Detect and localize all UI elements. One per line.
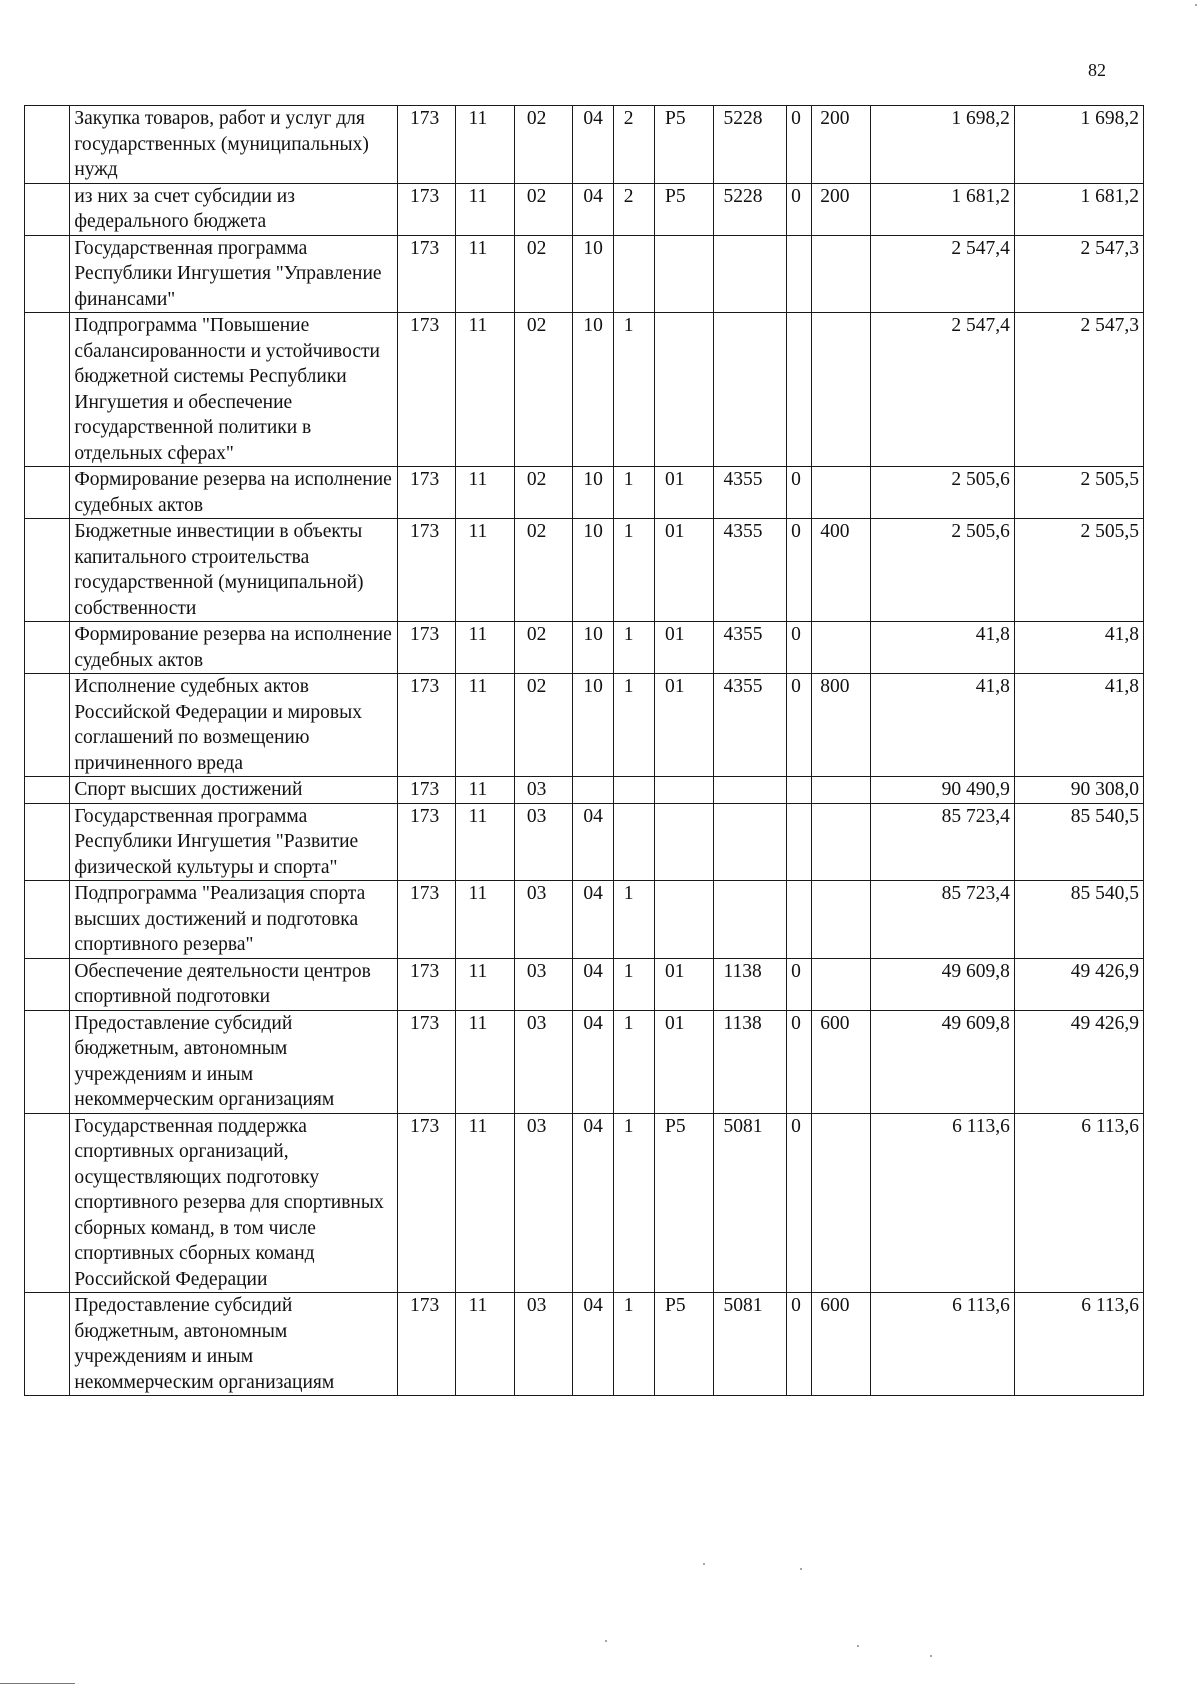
table-row [25,1293,1144,1396]
subprogram-code-cell: 1 [613,622,654,674]
subsection-code-cell: 03 [514,958,572,1010]
section-code-cell: 11 [456,313,514,467]
direction-code-cell: 4355 [713,519,787,622]
ministry-code-cell: 173 [397,519,455,622]
row-number-cell [25,106,70,184]
executed-amount-cell: 41,8 [1014,674,1143,777]
item-name-cell: из них за счет субсидии из федерального бюджета [70,183,398,235]
direction-code-cell: 1138 [713,1010,787,1113]
ministry-code-cell: 173 [397,106,455,184]
direction-code-cell: 1138 [713,958,787,1010]
executed-amount-cell: 90 308,0 [1014,777,1143,804]
section-code-cell: 11 [456,881,514,959]
planned-amount-cell: 1 681,2 [870,183,1014,235]
section-code-cell: 11 [456,106,514,184]
item-name-cell: Государственная программа Республики Ингушетия "Развитие физической культуры и спорта" [70,803,398,881]
section-code-cell: 11 [456,1113,514,1293]
planned-amount-cell: 49 609,8 [870,958,1014,1010]
program-code-cell: 04 [573,803,613,881]
row-number-cell [25,777,70,804]
item-name-cell: Предоставление субсидий бюджетным, автономным учреждениям и иным некоммерческим организациям [70,1010,398,1113]
sub-direction-code-cell [787,313,812,467]
section-code-cell: 11 [456,958,514,1010]
subprogram-code-cell: 1 [613,1113,654,1293]
program-code-cell: 04 [573,958,613,1010]
program-code-cell: 10 [573,519,613,622]
row-number-cell [25,183,70,235]
subsection-code-cell: 02 [514,674,572,777]
row-number-cell [25,1113,70,1293]
ministry-code-cell: 173 [397,881,455,959]
table-row [25,467,1144,519]
direction-code-cell: 4355 [713,467,787,519]
item-name-cell: Государственная поддержка спортивных организаций, осуществляющих подготовку спортивного резерва для спортивных сборных команд, в том числе спортивных сборных команд Российской Федерации [70,1113,398,1293]
expense-type-cell [812,313,870,467]
item-name-cell: Исполнение судебных актов Российской Федерации и мировых соглашений по возмещению причиненного вреда [70,674,398,777]
subsection-code-cell: 03 [514,1010,572,1113]
expense-type-cell [812,881,870,959]
item-name-cell: Подпрограмма "Реализация спорта высших достижений и подготовка спортивного резерва" [70,881,398,959]
executed-amount-cell: 2 547,3 [1014,313,1143,467]
subsection-code-cell: 02 [514,519,572,622]
subprogram-code-cell: 1 [613,313,654,467]
direction-code-cell: 5081 [713,1113,787,1293]
expense-type-cell [812,803,870,881]
ministry-code-cell: 173 [397,803,455,881]
direction-code-cell [713,777,787,804]
event-code-cell: P5 [655,1113,713,1293]
section-code-cell: 11 [456,803,514,881]
expense-type-cell: 200 [812,106,870,184]
executed-amount-cell: 85 540,5 [1014,881,1143,959]
subprogram-code-cell: 2 [613,106,654,184]
event-code-cell: 01 [655,674,713,777]
subprogram-code-cell: 1 [613,519,654,622]
subsection-code-cell: 03 [514,1113,572,1293]
sub-direction-code-cell: 0 [787,1010,812,1113]
event-code-cell: 01 [655,622,713,674]
planned-amount-cell: 2 505,6 [870,519,1014,622]
program-code-cell: 10 [573,674,613,777]
program-code-cell: 04 [573,881,613,959]
ministry-code-cell: 173 [397,777,455,804]
planned-amount-cell: 90 490,9 [870,777,1014,804]
direction-code-cell [713,235,787,313]
sub-direction-code-cell: 0 [787,958,812,1010]
sub-direction-code-cell: 0 [787,467,812,519]
sub-direction-code-cell [787,803,812,881]
event-code-cell [655,881,713,959]
event-code-cell [655,235,713,313]
program-code-cell: 10 [573,235,613,313]
row-number-cell [25,674,70,777]
subprogram-code-cell: 1 [613,958,654,1010]
planned-amount-cell: 1 698,2 [870,106,1014,184]
item-name-cell: Государственная программа Республики Ингушетия "Управление финансами" [70,235,398,313]
subsection-code-cell: 03 [514,881,572,959]
subsection-code-cell: 02 [514,467,572,519]
direction-code-cell [713,313,787,467]
sub-direction-code-cell: 0 [787,674,812,777]
subsection-code-cell: 02 [514,622,572,674]
event-code-cell: 01 [655,519,713,622]
row-number-cell [25,519,70,622]
section-code-cell: 11 [456,235,514,313]
item-name-cell: Предоставление субсидий бюджетным, автономным учреждениям и иным некоммерческим организациям [70,1293,398,1396]
subprogram-code-cell: 1 [613,1010,654,1113]
program-code-cell: 04 [573,1293,613,1396]
expense-type-cell: 800 [812,674,870,777]
table-row [25,777,1144,804]
direction-code-cell: 5081 [713,1293,787,1396]
table-row [25,803,1144,881]
row-number-cell [25,313,70,467]
executed-amount-cell: 49 426,9 [1014,1010,1143,1113]
subsection-code-cell: 02 [514,235,572,313]
row-number-cell [25,1010,70,1113]
subprogram-code-cell: 1 [613,467,654,519]
ministry-code-cell: 173 [397,313,455,467]
event-code-cell: P5 [655,183,713,235]
executed-amount-cell: 2 505,5 [1014,519,1143,622]
program-code-cell: 04 [573,1113,613,1293]
section-code-cell: 11 [456,777,514,804]
table-row [25,106,1144,184]
planned-amount-cell: 85 723,4 [870,881,1014,959]
direction-code-cell: 4355 [713,674,787,777]
subprogram-code-cell [613,777,654,804]
row-number-cell [25,622,70,674]
section-code-cell: 11 [456,622,514,674]
table-body [25,106,1144,1396]
executed-amount-cell: 2 547,3 [1014,235,1143,313]
program-code-cell [573,777,613,804]
ministry-code-cell: 173 [397,958,455,1010]
subprogram-code-cell: 1 [613,1293,654,1396]
planned-amount-cell: 85 723,4 [870,803,1014,881]
event-code-cell [655,313,713,467]
executed-amount-cell: 6 113,6 [1014,1293,1143,1396]
table-row [25,519,1144,622]
table-row [25,235,1144,313]
expense-type-cell [812,235,870,313]
table-row [25,674,1144,777]
budget-table [24,105,1144,1396]
sub-direction-code-cell: 0 [787,1293,812,1396]
sub-direction-code-cell: 0 [787,106,812,184]
sub-direction-code-cell [787,881,812,959]
subsection-code-cell: 02 [514,183,572,235]
ministry-code-cell: 173 [397,183,455,235]
table-row [25,881,1144,959]
planned-amount-cell: 2 547,4 [870,235,1014,313]
sub-direction-code-cell: 0 [787,519,812,622]
sub-direction-code-cell: 0 [787,622,812,674]
sub-direction-code-cell: 0 [787,183,812,235]
table-row [25,622,1144,674]
event-code-cell: 01 [655,958,713,1010]
expense-type-cell: 400 [812,519,870,622]
executed-amount-cell: 49 426,9 [1014,958,1143,1010]
executed-amount-cell: 2 505,5 [1014,467,1143,519]
subprogram-code-cell: 1 [613,881,654,959]
section-code-cell: 11 [456,183,514,235]
direction-code-cell [713,881,787,959]
item-name-cell: Спорт высших достижений [70,777,398,804]
expense-type-cell [812,467,870,519]
ministry-code-cell: 173 [397,235,455,313]
row-number-cell [25,881,70,959]
event-code-cell: 01 [655,1010,713,1113]
item-name-cell: Формирование резерва на исполнение судебных актов [70,467,398,519]
item-name-cell: Бюджетные инвестиции в объекты капитального строительства государственной (муниципальной) собственности [70,519,398,622]
subprogram-code-cell: 2 [613,183,654,235]
table-row [25,958,1144,1010]
event-code-cell: P5 [655,106,713,184]
subprogram-code-cell [613,235,654,313]
program-code-cell: 04 [573,1010,613,1113]
item-name-cell: Обеспечение деятельности центров спортивной подготовки [70,958,398,1010]
executed-amount-cell: 1 681,2 [1014,183,1143,235]
sub-direction-code-cell [787,235,812,313]
event-code-cell: P5 [655,1293,713,1396]
section-code-cell: 11 [456,519,514,622]
planned-amount-cell: 41,8 [870,674,1014,777]
expense-type-cell: 600 [812,1010,870,1113]
item-name-cell: Формирование резерва на исполнение судебных актов [70,622,398,674]
table-row [25,1010,1144,1113]
section-code-cell: 11 [456,467,514,519]
planned-amount-cell: 49 609,8 [870,1010,1014,1113]
planned-amount-cell: 6 113,6 [870,1113,1014,1293]
program-code-cell: 10 [573,467,613,519]
ministry-code-cell: 173 [397,1010,455,1113]
subprogram-code-cell [613,803,654,881]
subsection-code-cell: 03 [514,777,572,804]
item-name-cell: Подпрограмма "Повышение сбалансированности и устойчивости бюджетной системы Республики Ингушетия и обеспечение государственной политики в отдельных сферах" [70,313,398,467]
planned-amount-cell: 6 113,6 [870,1293,1014,1396]
program-code-cell: 10 [573,622,613,674]
direction-code-cell [713,803,787,881]
scan-edge-line [0,1683,75,1684]
subsection-code-cell: 02 [514,106,572,184]
ministry-code-cell: 173 [397,622,455,674]
expense-type-cell [812,777,870,804]
planned-amount-cell: 2 547,4 [870,313,1014,467]
executed-amount-cell: 1 698,2 [1014,106,1143,184]
subsection-code-cell: 03 [514,803,572,881]
section-code-cell: 11 [456,674,514,777]
executed-amount-cell: 41,8 [1014,622,1143,674]
expense-type-cell: 200 [812,183,870,235]
executed-amount-cell: 85 540,5 [1014,803,1143,881]
event-code-cell [655,803,713,881]
ministry-code-cell: 173 [397,467,455,519]
table-row [25,183,1144,235]
direction-code-cell: 5228 [713,106,787,184]
planned-amount-cell: 41,8 [870,622,1014,674]
expense-type-cell [812,622,870,674]
page-number: 82 [1088,60,1106,80]
event-code-cell [655,777,713,804]
subsection-code-cell: 03 [514,1293,572,1396]
table-row [25,1113,1144,1293]
ministry-code-cell: 173 [397,1293,455,1396]
section-code-cell: 11 [456,1293,514,1396]
event-code-cell: 01 [655,467,713,519]
table-row [25,313,1144,467]
item-name-cell: Закупка товаров, работ и услуг для государственных (муниципальных) нужд [70,106,398,184]
sub-direction-code-cell: 0 [787,1113,812,1293]
ministry-code-cell: 173 [397,674,455,777]
direction-code-cell: 5228 [713,183,787,235]
sub-direction-code-cell [787,777,812,804]
row-number-cell [25,958,70,1010]
ministry-code-cell: 173 [397,1113,455,1293]
planned-amount-cell: 2 505,6 [870,467,1014,519]
row-number-cell [25,1293,70,1396]
row-number-cell [25,467,70,519]
program-code-cell: 10 [573,313,613,467]
direction-code-cell: 4355 [713,622,787,674]
expense-type-cell: 600 [812,1293,870,1396]
section-code-cell: 11 [456,1010,514,1113]
subprogram-code-cell: 1 [613,674,654,777]
program-code-cell: 04 [573,106,613,184]
expense-type-cell [812,1113,870,1293]
row-number-cell [25,803,70,881]
row-number-cell [25,235,70,313]
program-code-cell: 04 [573,183,613,235]
expense-type-cell [812,958,870,1010]
executed-amount-cell: 6 113,6 [1014,1113,1143,1293]
subsection-code-cell: 02 [514,313,572,467]
